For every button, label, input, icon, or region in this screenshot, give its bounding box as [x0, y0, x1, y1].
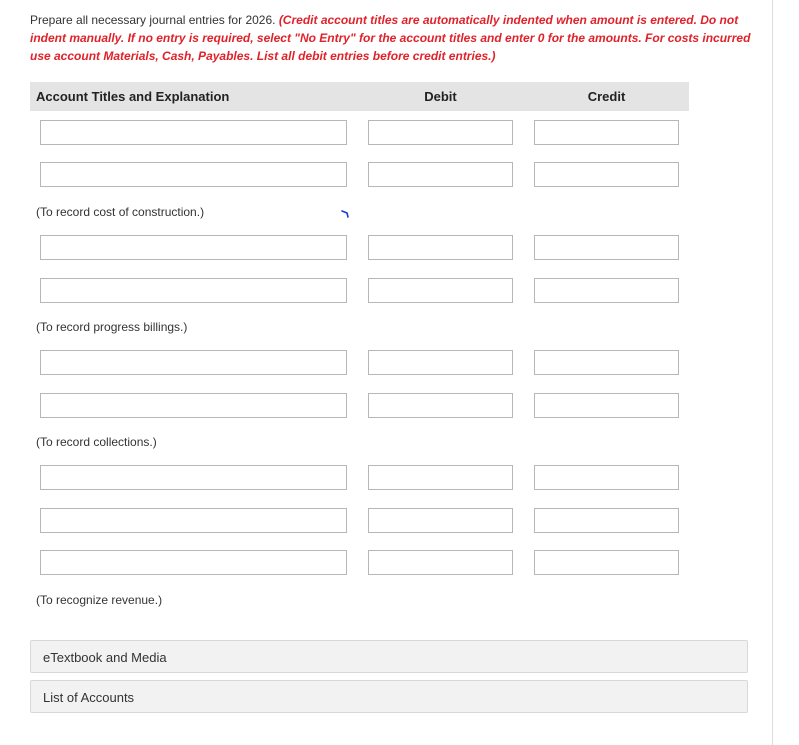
account-title-input-1-1[interactable]	[40, 120, 347, 145]
column-header-credit: Credit	[587, 89, 626, 104]
credit-input-2-2[interactable]	[534, 278, 679, 303]
column-header-account: Account Titles and Explanation	[36, 89, 230, 104]
credit-input-4-3[interactable]	[534, 550, 679, 575]
credit-input-1-2[interactable]	[534, 162, 679, 187]
account-title-input-4-3[interactable]	[40, 550, 347, 575]
column-header-debit: Debit	[424, 89, 457, 104]
journal-table-header	[30, 82, 689, 111]
debit-input-2-1[interactable]	[368, 235, 513, 260]
account-title-input-2-1[interactable]	[40, 235, 347, 260]
account-title-input-3-1[interactable]	[40, 350, 347, 375]
account-title-input-1-2[interactable]	[40, 162, 347, 187]
credit-input-4-1[interactable]	[534, 465, 679, 490]
credit-input-3-2[interactable]	[534, 393, 679, 418]
credit-input-4-2[interactable]	[534, 508, 679, 533]
etextbook-media-panel[interactable]	[30, 640, 748, 673]
explanation-recognize-revenue: (To recognize revenue.)	[36, 593, 163, 607]
debit-input-4-2[interactable]	[368, 508, 513, 533]
debit-input-3-1[interactable]	[368, 350, 513, 375]
explanation-collections: (To record collections.)	[36, 435, 157, 449]
debit-input-1-1[interactable]	[368, 120, 513, 145]
credit-input-1-1[interactable]	[534, 120, 679, 145]
debit-input-2-2[interactable]	[368, 278, 513, 303]
credit-input-3-1[interactable]	[534, 350, 679, 375]
etextbook-media-label: eTextbook and Media	[43, 650, 167, 665]
account-title-input-2-2[interactable]	[40, 278, 347, 303]
debit-input-4-1[interactable]	[368, 465, 513, 490]
explanation-progress-billings: (To record progress billings.)	[36, 320, 188, 334]
pen-mark-icon	[340, 207, 354, 219]
debit-input-1-2[interactable]	[368, 162, 513, 187]
debit-input-4-3[interactable]	[368, 550, 513, 575]
credit-input-2-1[interactable]	[534, 235, 679, 260]
account-title-input-4-1[interactable]	[40, 465, 347, 490]
content-frame-border	[772, 0, 773, 745]
list-of-accounts-label: List of Accounts	[43, 690, 135, 705]
instructions-lead: Prepare all necessary journal entries for 2026.	[30, 13, 276, 27]
debit-input-3-2[interactable]	[368, 393, 513, 418]
account-title-input-3-2[interactable]	[40, 393, 347, 418]
instructions	[30, 11, 760, 65]
account-title-input-4-2[interactable]	[40, 508, 347, 533]
explanation-cost-of-construction: (To record cost of construction.)	[36, 205, 205, 219]
list-of-accounts-panel[interactable]	[30, 680, 748, 713]
instructions-note: (Credit account titles are automatically indented when amount is entered. Do not indent manually. If no entry is required, select "No Entry" for the account titles and enter 0 for the amounts. For costs incurred use account Materials, Cash, Payables. List all debit entries before credit entries.)	[30, 13, 751, 63]
